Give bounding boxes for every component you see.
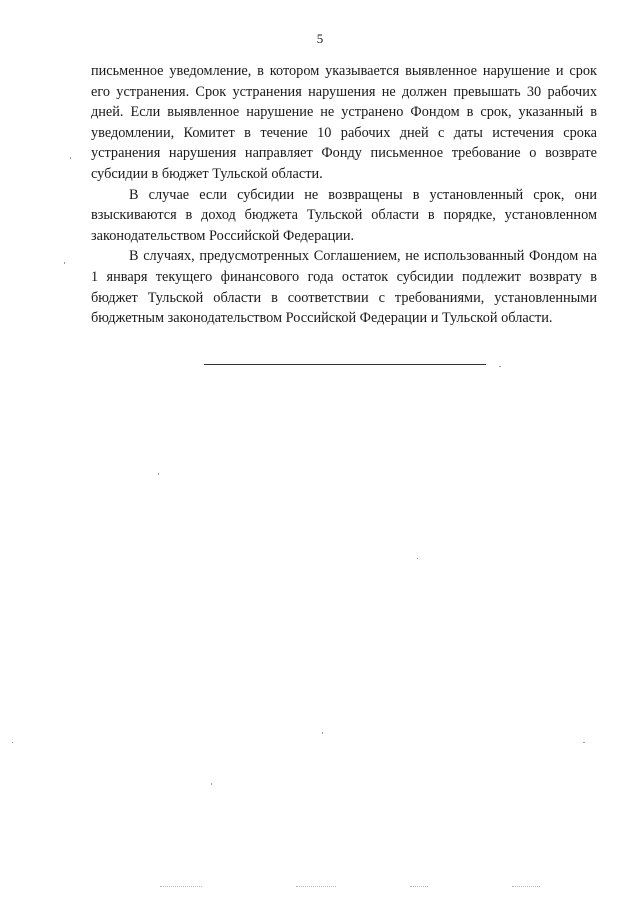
scan-speck — [417, 558, 418, 559]
scan-speck — [322, 732, 323, 734]
scan-speck — [211, 783, 212, 785]
scan-speck — [499, 366, 501, 367]
paragraph-recovery: В случае если субсидии не возвращены в установленный срок, они взыскиваются в доход бюджета Тульской области в порядке, установленном законодательством Российской Федерации. — [91, 186, 597, 244]
scan-speck — [12, 742, 13, 743]
document-body — [91, 61, 597, 329]
scan-speck — [64, 262, 65, 264]
scan-speck — [158, 473, 159, 475]
scan-speck — [583, 742, 585, 743]
paragraph-unused-balance: В случаях, предусмотренных Соглашением, не использованный Фондом на 1 января текущего финансового года остаток субсидии подлежит возврату в бюджет Тульской области в соответствии с требованиями, установленными бюджетным законодательством Российской Федерации и Тульской области. — [91, 248, 597, 327]
end-separator-line — [204, 364, 486, 365]
scan-footer-noise — [410, 886, 428, 887]
page-number: 5 — [316, 31, 324, 46]
scan-footer-noise — [160, 886, 202, 887]
paragraph-continuation: письменное уведомление, в котором указывается выявленное нарушение и срок его устранения. Срок устранения нарушения не должен превышать 30 рабочих дней. Если выявленное нарушение не устранено Фондом в срок, указанный в уведомлении, Комитет в течение 10 рабочих дней с даты истечения срока устранения нарушения направляет Фонду письменное требование о возврате субсидии в бюджет Тульской области. — [91, 63, 597, 182]
scan-footer-noise — [296, 886, 336, 887]
scan-speck — [70, 157, 71, 159]
scan-footer-noise — [512, 886, 540, 887]
